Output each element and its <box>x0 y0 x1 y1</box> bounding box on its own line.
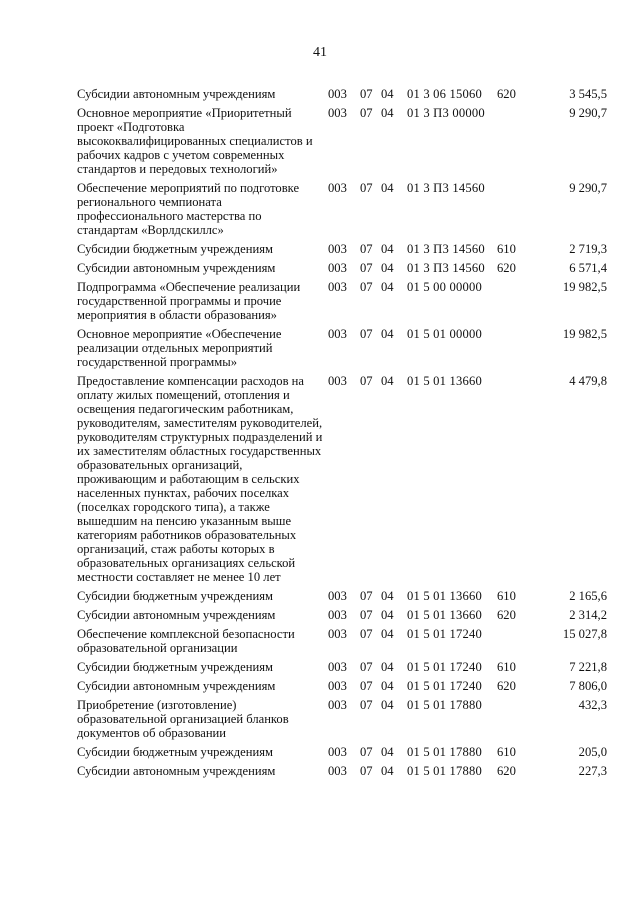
row-grbs-code: 003 <box>328 261 347 275</box>
row-expense-type-code: 610 <box>497 242 516 256</box>
row-amount: 9 290,7 <box>569 181 607 195</box>
row-amount: 15 027,8 <box>562 627 607 641</box>
page-number: 41 <box>313 45 327 60</box>
row-name: Приобретение (изготовление) образовательной организацией бланков документов об образовании <box>77 698 289 740</box>
row-amount: 3 545,5 <box>569 87 607 101</box>
table-row <box>77 327 607 369</box>
row-amount: 205,0 <box>578 745 607 759</box>
row-grbs-code: 003 <box>328 589 347 603</box>
row-target-article-code: 01 3 П3 14560 <box>407 242 485 256</box>
row-section-code: 07 <box>360 374 373 388</box>
row-amount: 4 479,8 <box>569 374 607 388</box>
row-expense-type-code: 610 <box>497 660 516 674</box>
row-grbs-code: 003 <box>328 764 347 778</box>
row-name: Субсидии бюджетным учреждениям <box>77 745 273 759</box>
row-grbs-code: 003 <box>328 181 347 195</box>
row-expense-type-code: 620 <box>497 261 516 275</box>
row-amount: 2 314,2 <box>569 608 607 622</box>
row-subsection-code: 04 <box>381 280 394 294</box>
row-section-code: 07 <box>360 280 373 294</box>
row-target-article-code: 01 3 06 15060 <box>407 87 483 101</box>
table-row <box>77 242 607 256</box>
row-section-code: 07 <box>360 589 373 603</box>
row-name: Субсидии автономным учреждениям <box>77 87 276 101</box>
row-target-article-code: 01 5 01 13660 <box>407 589 483 603</box>
row-subsection-code: 04 <box>381 764 394 778</box>
row-subsection-code: 04 <box>381 327 394 341</box>
row-subsection-code: 04 <box>381 660 394 674</box>
row-grbs-code: 003 <box>328 627 347 641</box>
row-expense-type-code: 620 <box>497 764 516 778</box>
row-subsection-code: 04 <box>381 698 394 712</box>
row-target-article-code: 01 5 01 13660 <box>407 374 483 388</box>
row-grbs-code: 003 <box>328 327 347 341</box>
row-section-code: 07 <box>360 764 373 778</box>
table-row <box>77 280 607 322</box>
row-expense-type-code: 610 <box>497 589 516 603</box>
row-subsection-code: 04 <box>381 87 394 101</box>
row-name: Предоставление компенсации расходов на оплату жилых помещений, отопления и освещения педагогическим работникам, руководителям, заместителям руководителей, руководителям структурных подразделений и их заместителям областных государственных образовательных организаций, проживающим и работающим в сельских населенных пунктах, рабочих поселках (поселках городского типа), а также вышедшим на пенсию указанным выше категориям работников образовательных организаций, стаж работы которых в образовательных организациях сельской местности составляет не менее 10 лет <box>77 374 323 584</box>
table-row <box>77 745 607 759</box>
row-target-article-code: 01 5 00 00000 <box>407 280 483 294</box>
row-section-code: 07 <box>360 745 373 759</box>
row-amount: 6 571,4 <box>569 261 607 275</box>
row-section-code: 07 <box>360 87 373 101</box>
row-subsection-code: 04 <box>381 261 394 275</box>
row-target-article-code: 01 5 01 17880 <box>407 764 483 778</box>
table-row <box>77 589 607 603</box>
row-name: Субсидии бюджетным учреждениям <box>77 242 273 256</box>
row-subsection-code: 04 <box>381 106 394 120</box>
row-subsection-code: 04 <box>381 627 394 641</box>
row-subsection-code: 04 <box>381 589 394 603</box>
row-grbs-code: 003 <box>328 87 347 101</box>
table-row <box>77 660 607 674</box>
table-row <box>77 374 607 584</box>
row-name: Основное мероприятие «Приоритетный проект «Подготовка высококвалифицированных специалистов и рабочих кадров с учетом современных стандартов и передовых технологий» <box>77 106 313 176</box>
row-target-article-code: 01 5 01 17240 <box>407 627 483 641</box>
row-name: Субсидии автономным учреждениям <box>77 679 276 693</box>
budget-table <box>77 87 607 783</box>
row-target-article-code: 01 5 01 17240 <box>407 660 483 674</box>
row-subsection-code: 04 <box>381 679 394 693</box>
table-row <box>77 181 607 237</box>
row-section-code: 07 <box>360 242 373 256</box>
row-target-article-code: 01 5 01 17880 <box>407 745 483 759</box>
row-target-article-code: 01 3 П3 00000 <box>407 106 485 120</box>
table-row <box>77 679 607 693</box>
row-name: Субсидии автономным учреждениям <box>77 261 276 275</box>
row-grbs-code: 003 <box>328 679 347 693</box>
row-subsection-code: 04 <box>381 608 394 622</box>
row-name: Субсидии бюджетным учреждениям <box>77 589 273 603</box>
row-section-code: 07 <box>360 679 373 693</box>
table-row <box>77 106 607 176</box>
row-section-code: 07 <box>360 660 373 674</box>
row-grbs-code: 003 <box>328 698 347 712</box>
table-row <box>77 698 607 740</box>
table-row <box>77 764 607 778</box>
row-target-article-code: 01 5 01 13660 <box>407 608 483 622</box>
row-name: Обеспечение мероприятий по подготовке регионального чемпионата профессионального мастерства по стандартам «Ворлдскиллс» <box>77 181 300 237</box>
table-row <box>77 608 607 622</box>
row-section-code: 07 <box>360 327 373 341</box>
row-name: Субсидии автономным учреждениям <box>77 608 276 622</box>
row-expense-type-code: 620 <box>497 608 516 622</box>
row-section-code: 07 <box>360 698 373 712</box>
row-expense-type-code: 620 <box>497 679 516 693</box>
row-section-code: 07 <box>360 106 373 120</box>
row-amount: 9 290,7 <box>569 106 607 120</box>
row-grbs-code: 003 <box>328 106 347 120</box>
row-name: Основное мероприятие «Обеспечение реализации отдельных мероприятий государственной программы» <box>77 327 282 369</box>
row-amount: 2 165,6 <box>569 589 607 603</box>
table-row <box>77 87 607 101</box>
row-subsection-code: 04 <box>381 745 394 759</box>
row-amount: 432,3 <box>578 698 607 712</box>
table-row <box>77 627 607 655</box>
row-name: Подпрограмма «Обеспечение реализации государственной программы и прочие мероприятия в области образования» <box>77 280 301 322</box>
row-target-article-code: 01 5 01 17880 <box>407 698 483 712</box>
row-subsection-code: 04 <box>381 242 394 256</box>
row-target-article-code: 01 5 01 17240 <box>407 679 483 693</box>
row-expense-type-code: 610 <box>497 745 516 759</box>
row-section-code: 07 <box>360 627 373 641</box>
row-name: Обеспечение комплексной безопасности образовательной организации <box>77 627 295 655</box>
row-section-code: 07 <box>360 261 373 275</box>
row-section-code: 07 <box>360 608 373 622</box>
row-grbs-code: 003 <box>328 745 347 759</box>
row-amount: 7 806,0 <box>569 679 607 693</box>
row-target-article-code: 01 5 01 00000 <box>407 327 483 341</box>
row-amount: 19 982,5 <box>562 327 607 341</box>
row-target-article-code: 01 3 П3 14560 <box>407 181 485 195</box>
row-grbs-code: 003 <box>328 660 347 674</box>
row-amount: 227,3 <box>578 764 607 778</box>
row-subsection-code: 04 <box>381 181 394 195</box>
row-subsection-code: 04 <box>381 374 394 388</box>
row-grbs-code: 003 <box>328 242 347 256</box>
row-amount: 7 221,8 <box>569 660 607 674</box>
row-target-article-code: 01 3 П3 14560 <box>407 261 485 275</box>
row-grbs-code: 003 <box>328 280 347 294</box>
row-section-code: 07 <box>360 181 373 195</box>
row-name: Субсидии автономным учреждениям <box>77 764 276 778</box>
row-grbs-code: 003 <box>328 374 347 388</box>
row-expense-type-code: 620 <box>497 87 516 101</box>
row-amount: 2 719,3 <box>569 242 607 256</box>
row-grbs-code: 003 <box>328 608 347 622</box>
row-name: Субсидии бюджетным учреждениям <box>77 660 273 674</box>
table-row <box>77 261 607 275</box>
row-amount: 19 982,5 <box>562 280 607 294</box>
